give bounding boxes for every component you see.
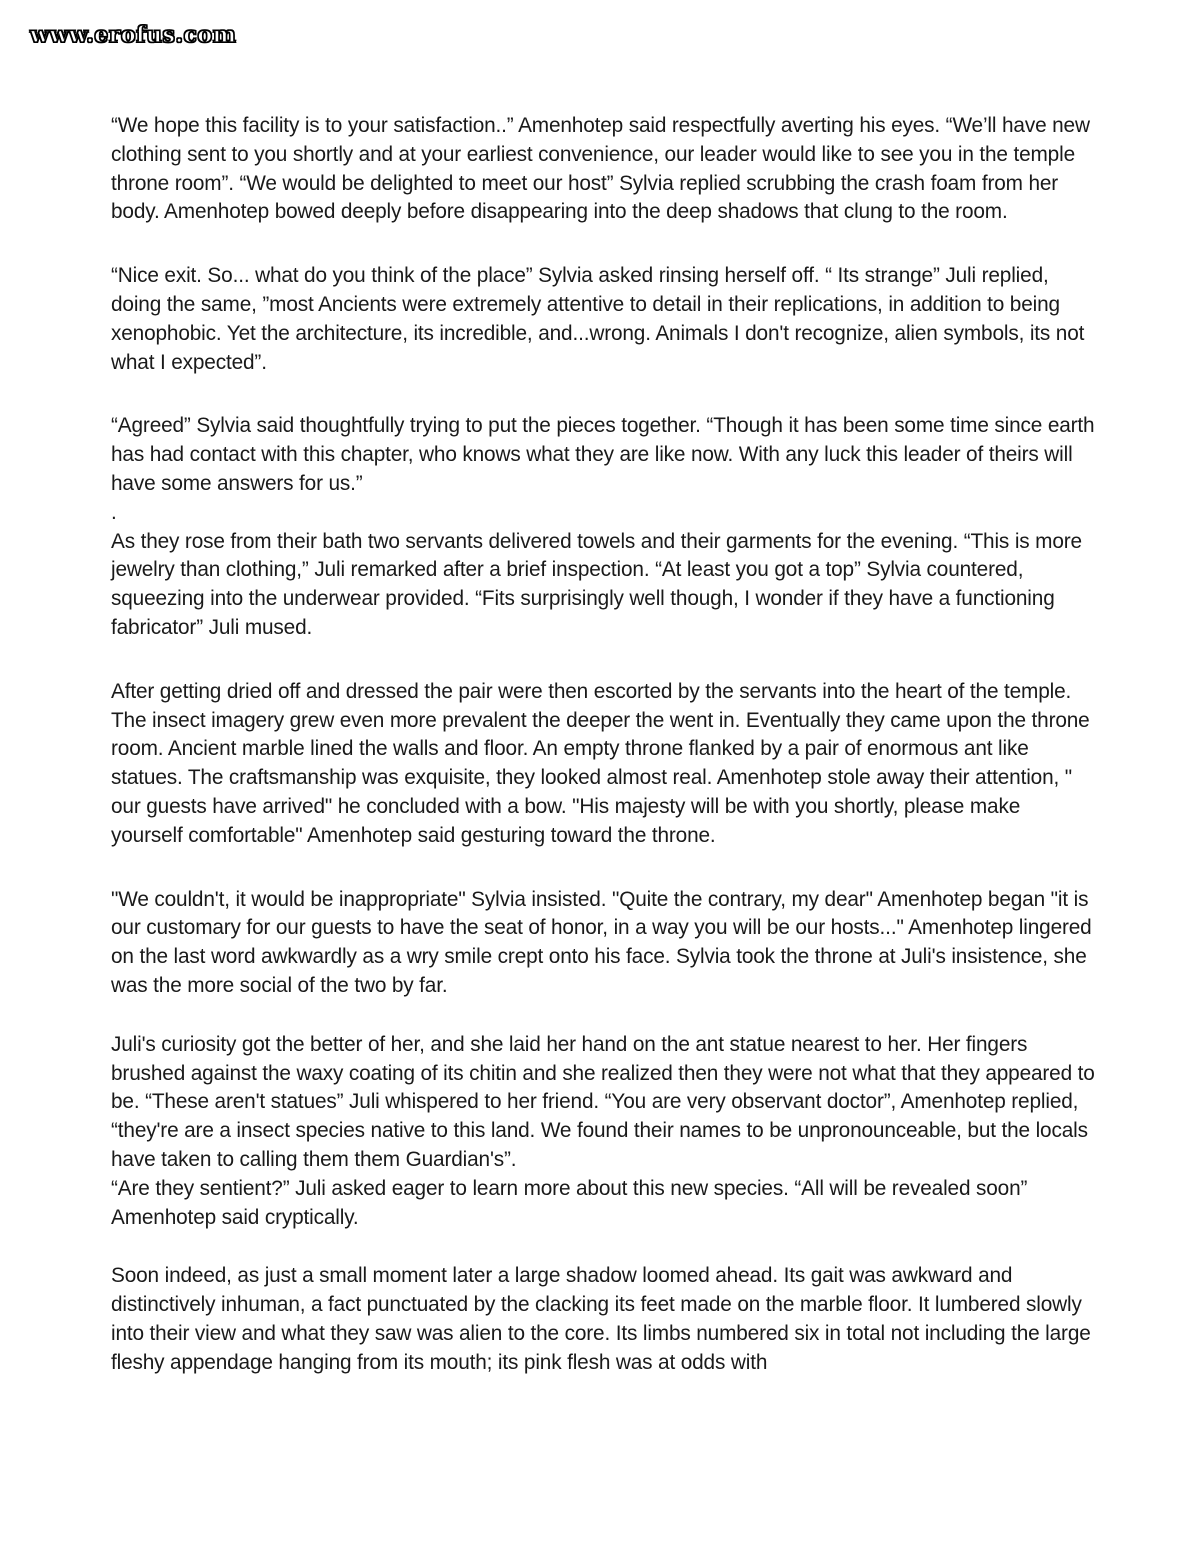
paragraph-6: "We couldn't, it would be inappropriate" Sylvia insisted. "Quite the contrary, my dear" Amenhotep began "it is our customary for our guests to have the seat of honor, in a way you will be our hosts..." Amenhotep lingered on the last word awkwardly as a wry smile crept onto his face. Sylvia took the throne at Juli's insistence, she was the more social of the two by far. (111, 887, 1092, 997)
paragraph-8: “Are they sentient?” Juli asked eager to learn more about this new species. “All will be revealed soon” Amenhotep said cryptically. (111, 1176, 1028, 1229)
paragraph-5: After getting dried off and dressed the pair were then escorted by the servants into the heart of the temple. The insect imagery grew even more prevalent the deeper the went in. Eventually they came upon the throne room. Ancient marble lined the walls and floor. An empty throne flanked by a pair of enormous ant like statues. The craftsmanship was exquisite, they looked almost real. Amenhotep stole away their attention, " our guests have arrived" he concluded with a bow. "His majesty will be with you shortly, please make yourself comfortable" Amenhotep said gesturing toward the throne. (111, 679, 1090, 847)
paragraph-separator-dot: . (111, 500, 117, 524)
paragraph-7: Juli's curiosity got the better of her, and she laid her hand on the ant statue nearest to her. Her fingers brushed against the waxy coating of its chitin and she realized then they were not what that they appeared to be. “These aren't statues” Juli whispered to her friend. “You are very observant doctor”, Amenhotep replied, “they're are a insect species native to this land. We found their names to be unpronounceable, but the locals have taken to calling them them Guardian's”. (111, 1032, 1095, 1171)
paragraph-2: “Nice exit. So... what do you think of the place” Sylvia asked rinsing herself off. “ Its strange” Juli replied, doing the same, ”most Ancients were extremely attentive to detail in their replications, in addition to being xenophobic. Yet the architecture, its incredible, and...wrong. Animals I don't recognize, alien symbols, its not what I expected”. (111, 264, 1085, 374)
document-body (111, 112, 1096, 1377)
paragraph-9: Soon indeed, as just a small moment later a large shadow loomed ahead. Its gait was awkward and distinctively inhuman, a fact punctuated by the clacking its feet made on the marble floor. It lumbered slowly into their view and what they saw was alien to the core. Its limbs numbered six in total not including the large fleshy appendage hanging from its mouth; its pink flesh was at odds with (111, 1264, 1091, 1374)
paragraph-3: “Agreed” Sylvia said thoughtfully trying to put the pieces together. “Though it has been some time since earth has had contact with this chapter, who knows what they are like now. With any luck this leader of theirs will have some answers for us.” (111, 414, 1095, 495)
paragraph-1: “We hope this facility is to your satisfaction..” Amenhotep said respectfully averting his eyes. “We’ll have new clothing sent to you shortly and at your earliest convenience, our leader would like to see you in the temple throne room”. “We would be delighted to meet our host” Sylvia replied scrubbing the crash foam from her body. Amenhotep bowed deeply before disappearing into the deep shadows that clung to the room. (111, 114, 1090, 224)
paragraph-4: As they rose from their bath two servants delivered towels and their garments for the evening. “This is more jewelry than clothing,” Juli remarked after a brief inspection. “At least you got a top” Sylvia countered, squeezing into the underwear provided. “Fits surprisingly well though, I wonder if they have a functioning fabricator” Juli mused. (111, 529, 1082, 639)
watermark-logo: www.erofus.com (30, 22, 237, 48)
